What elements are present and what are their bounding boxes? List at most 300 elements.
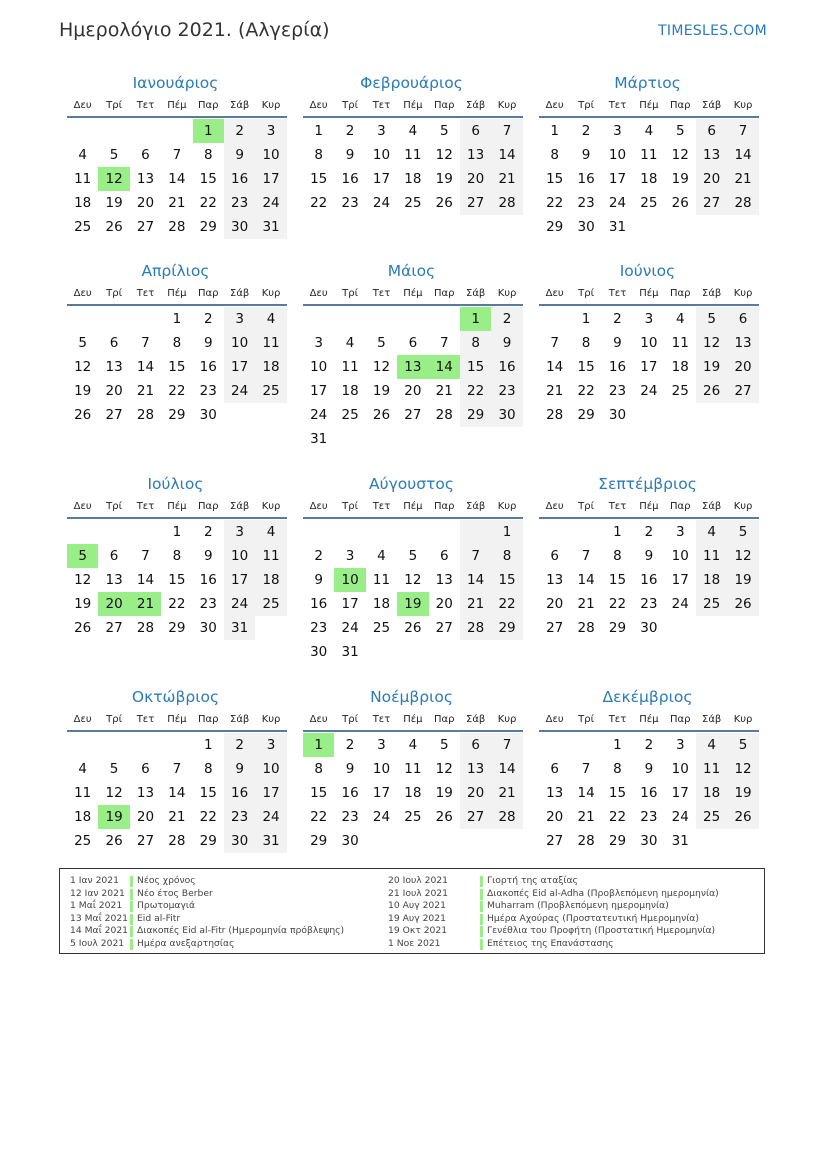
day-cell: 29	[577, 407, 595, 423]
day-cell: 26	[404, 620, 422, 636]
day-cell: 14	[168, 171, 186, 187]
weekday-header	[67, 96, 287, 118]
weekday-header	[303, 284, 523, 306]
day-cell: 22	[577, 383, 595, 399]
day-cell: 14	[136, 572, 155, 588]
day-cell: 2	[345, 123, 355, 139]
day-cell: 10	[255, 143, 286, 167]
legend-item	[388, 888, 758, 901]
day-cell: 17	[640, 359, 658, 375]
empty-day-cell	[460, 829, 491, 853]
day-cell: 2	[345, 737, 355, 753]
day-cell: 2	[314, 548, 323, 564]
weekday-header	[303, 710, 523, 732]
weekday-label: Δευ	[545, 714, 564, 725]
day-cell: 29	[168, 620, 186, 636]
empty-day-cell	[224, 403, 255, 427]
days-grid	[539, 733, 759, 853]
day-cell: 15	[608, 572, 627, 588]
empty-day-cell	[130, 520, 161, 544]
day-cell: 30	[199, 407, 217, 423]
day-cell: 1	[460, 307, 491, 331]
day-cell: 13	[460, 757, 491, 781]
day-cell: 18	[372, 596, 391, 612]
empty-day-cell	[696, 403, 727, 427]
day-cell: 16	[640, 785, 658, 801]
day-cell: 3	[255, 733, 286, 757]
day-cell: 28	[136, 620, 155, 636]
day-cell: 4	[408, 737, 418, 753]
day-cell: 4	[255, 307, 286, 331]
day-cell: 12	[74, 359, 92, 375]
day-cell: 10	[372, 761, 391, 777]
holiday-color-marker	[480, 914, 483, 925]
day-cell: 18	[696, 568, 727, 592]
legend-date: 10 Αυγ 2021	[388, 900, 446, 912]
empty-day-cell	[696, 829, 727, 853]
day-cell: 17	[255, 781, 286, 805]
day-cell: 24	[671, 809, 689, 825]
day-cell: 8	[314, 147, 323, 163]
weekday-header	[539, 284, 759, 306]
day-cell: 14	[460, 568, 491, 592]
days-grid	[539, 520, 759, 640]
weekday-label: Πέμ	[167, 100, 187, 111]
day-cell: 26	[74, 620, 92, 636]
day-cell: 6	[550, 761, 559, 777]
day-cell: 21	[168, 809, 186, 825]
empty-day-cell	[460, 520, 491, 544]
day-cell: 3	[224, 307, 255, 331]
legend-holiday-name: Γενέθλια του Προφήτη (Προστατική Ημερομηνία)	[487, 925, 716, 937]
day-cell: 29	[460, 403, 491, 427]
day-cell: 16	[577, 171, 595, 187]
day-cell: 20	[98, 592, 129, 616]
day-cell: 20	[136, 195, 155, 211]
day-cell: 27	[460, 191, 491, 215]
days-grid	[67, 733, 287, 853]
weekday-label: Πέμ	[639, 714, 659, 725]
day-cell: 13	[696, 143, 727, 167]
day-cell: 8	[172, 335, 182, 351]
weekday-label: Σάβ	[466, 501, 486, 512]
day-cell: 3	[377, 737, 386, 753]
day-cell: 19	[727, 781, 758, 805]
weekday-header	[67, 710, 287, 732]
day-cell: 6	[696, 119, 727, 143]
day-cell: 26	[372, 407, 391, 423]
day-cell: 18	[255, 355, 286, 379]
day-cell: 21	[577, 596, 595, 612]
day-cell: 24	[255, 805, 286, 829]
holiday-color-marker	[480, 939, 483, 950]
day-cell: 15	[460, 355, 491, 379]
day-cell: 18	[341, 383, 359, 399]
day-cell: 8	[581, 335, 591, 351]
weekday-label: Παρ	[434, 714, 455, 725]
day-cell: 6	[460, 119, 491, 143]
day-cell: 7	[491, 733, 522, 757]
day-cell: 6	[141, 761, 150, 777]
day-cell: 21	[460, 592, 491, 616]
day-cell: 3	[675, 737, 685, 753]
day-cell: 15	[168, 572, 186, 588]
day-cell: 15	[546, 171, 564, 187]
day-cell: 25	[404, 195, 422, 211]
holiday-color-marker	[130, 939, 133, 950]
weekday-label: Τετ	[136, 100, 155, 111]
weekday-label: Τρί	[578, 714, 594, 725]
weekday-label: Σάβ	[230, 100, 250, 111]
day-cell: 12	[435, 761, 453, 777]
empty-day-cell	[67, 119, 98, 143]
day-cell: 26	[435, 195, 453, 211]
weekday-label: Τρί	[342, 288, 358, 299]
weekday-label: Παρ	[198, 501, 219, 512]
day-cell: 29	[168, 407, 186, 423]
month-name: Μάρτιος	[614, 74, 681, 92]
legend-holiday-name: Ημέρα Αχούρας (Προστατευτική Ημερομηνία)	[487, 912, 699, 924]
day-cell: 28	[491, 191, 522, 215]
day-cell: 3	[377, 123, 386, 139]
legend-item	[388, 875, 758, 888]
day-cell: 30	[310, 644, 328, 660]
month-block	[67, 260, 287, 427]
days-grid	[303, 520, 523, 664]
days-grid	[539, 307, 759, 427]
day-cell: 4	[78, 761, 87, 777]
day-cell: 7	[581, 761, 591, 777]
day-cell: 8	[491, 544, 522, 568]
day-cell: 4	[644, 123, 654, 139]
weekday-label: Τρί	[342, 501, 358, 512]
day-cell: 12	[727, 757, 758, 781]
day-cell: 1	[581, 311, 591, 327]
day-cell: 12	[404, 572, 422, 588]
day-cell: 3	[675, 524, 685, 540]
day-cell: 30	[341, 833, 359, 849]
day-cell: 8	[203, 761, 213, 777]
day-cell: 16	[608, 359, 627, 375]
empty-day-cell	[696, 215, 727, 239]
weekday-label: Κυρ	[261, 100, 281, 111]
weekday-label: Παρ	[198, 714, 219, 725]
legend-date: 19 Αυγ 2021	[388, 912, 446, 924]
day-cell: 25	[74, 219, 92, 235]
empty-day-cell	[397, 520, 428, 544]
day-cell: 27	[136, 833, 155, 849]
day-cell: 4	[675, 311, 685, 327]
day-cell: 29	[310, 833, 328, 849]
month-block	[303, 473, 523, 664]
day-cell: 10	[640, 335, 658, 351]
weekday-label: Κυρ	[261, 288, 281, 299]
day-cell: 18	[404, 171, 422, 187]
empty-day-cell	[727, 616, 758, 640]
legend-item	[70, 900, 380, 913]
day-cell: 24	[608, 195, 627, 211]
day-cell: 25	[372, 620, 391, 636]
day-cell: 15	[199, 171, 217, 187]
day-cell: 24	[224, 592, 255, 616]
day-cell: 14	[136, 359, 155, 375]
weekday-label: Πέμ	[639, 501, 659, 512]
day-cell: 22	[168, 383, 186, 399]
day-cell: 20	[727, 355, 758, 379]
weekday-label: Κυρ	[733, 100, 753, 111]
weekday-label: Παρ	[670, 501, 691, 512]
empty-day-cell	[161, 119, 192, 143]
day-cell: 12	[727, 544, 758, 568]
weekday-label: Δευ	[545, 100, 564, 111]
day-cell: 20	[136, 809, 155, 825]
empty-day-cell	[366, 640, 397, 664]
day-cell: 3	[613, 123, 622, 139]
day-cell: 31	[341, 644, 359, 660]
day-cell: 23	[224, 805, 255, 829]
weekday-label: Τετ	[608, 501, 627, 512]
empty-day-cell	[334, 427, 365, 451]
day-cell: 29	[199, 833, 217, 849]
empty-day-cell	[429, 520, 460, 544]
empty-day-cell	[67, 520, 98, 544]
weekday-label: Τετ	[608, 714, 627, 725]
empty-day-cell	[696, 616, 727, 640]
weekday-label: Δευ	[545, 501, 564, 512]
day-cell: 20	[546, 809, 564, 825]
legend-holiday-name: Νέος χρόνος	[137, 875, 196, 886]
empty-day-cell	[161, 733, 192, 757]
day-cell: 27	[404, 407, 422, 423]
day-cell: 12	[671, 147, 689, 163]
day-cell: 15	[199, 785, 217, 801]
day-cell: 10	[671, 548, 689, 564]
day-cell: 4	[408, 123, 418, 139]
day-cell: 23	[640, 809, 658, 825]
day-cell: 6	[460, 733, 491, 757]
weekday-label: Δευ	[309, 100, 328, 111]
empty-day-cell	[334, 520, 365, 544]
day-cell: 30	[491, 403, 522, 427]
weekday-label: Δευ	[73, 100, 92, 111]
day-cell: 1	[303, 733, 334, 757]
month-name: Ιανουάριος	[132, 74, 219, 92]
day-cell: 23	[341, 195, 359, 211]
weekday-label: Τρί	[578, 501, 594, 512]
day-cell: 16	[224, 781, 255, 805]
day-cell: 11	[404, 761, 422, 777]
day-cell: 22	[608, 596, 627, 612]
weekday-label: Πέμ	[167, 501, 187, 512]
day-cell: 22	[491, 592, 522, 616]
day-cell: 19	[105, 195, 123, 211]
month-block	[67, 473, 287, 640]
weekday-label: Σάβ	[230, 288, 250, 299]
day-cell: 1	[193, 119, 224, 143]
day-cell: 18	[74, 809, 92, 825]
month-block	[539, 260, 759, 427]
day-cell: 24	[372, 809, 391, 825]
month-name: Απρίλιος	[141, 262, 210, 280]
day-cell: 15	[168, 359, 186, 375]
day-cell: 10	[224, 331, 255, 355]
legend-holiday-name: Διακοπές Eid al-Fitr (Ημερομηνία πρόβλεψης)	[137, 925, 345, 937]
weekday-label: Παρ	[434, 100, 455, 111]
weekday-label: Παρ	[198, 288, 219, 299]
day-cell: 26	[727, 805, 758, 829]
day-cell: 14	[577, 572, 595, 588]
day-cell: 5	[727, 520, 758, 544]
weekday-label: Πέμ	[403, 288, 423, 299]
day-cell: 2	[613, 311, 622, 327]
day-cell: 10	[255, 757, 286, 781]
day-cell: 17	[372, 785, 391, 801]
legend-column-left	[70, 875, 380, 951]
day-cell: 8	[613, 548, 622, 564]
day-cell: 28	[168, 219, 186, 235]
legend-holiday-name: Γιορτή της αταξίας	[487, 875, 578, 886]
weekday-label: Δευ	[309, 714, 328, 725]
day-cell: 25	[671, 383, 689, 399]
weekday-label: Τρί	[578, 100, 594, 111]
day-cell: 10	[671, 761, 689, 777]
day-cell: 19	[671, 171, 689, 187]
day-cell: 21	[727, 167, 758, 191]
day-cell: 30	[640, 833, 658, 849]
day-cell: 31	[224, 616, 255, 640]
empty-day-cell	[460, 640, 491, 664]
day-cell: 19	[98, 805, 129, 829]
day-cell: 15	[310, 785, 328, 801]
day-cell: 10	[608, 147, 627, 163]
day-cell: 9	[345, 147, 355, 163]
weekday-label: Τρί	[106, 714, 122, 725]
day-cell: 15	[491, 568, 522, 592]
day-cell: 27	[546, 620, 564, 636]
month-name: Μάιος	[387, 262, 436, 280]
weekday-label: Πέμ	[639, 100, 659, 111]
day-cell: 18	[74, 195, 92, 211]
day-cell: 8	[203, 147, 213, 163]
empty-day-cell	[130, 307, 161, 331]
day-cell: 28	[460, 616, 491, 640]
weekday-label: Δευ	[73, 288, 92, 299]
legend-date: 20 Ιουλ 2021	[388, 875, 448, 886]
empty-day-cell	[570, 520, 601, 544]
day-cell: 5	[675, 123, 685, 139]
day-cell: 25	[255, 379, 286, 403]
day-cell: 7	[491, 119, 522, 143]
empty-day-cell	[460, 427, 491, 451]
page-title: Ημερολόγιο 2021. (Αλγερία)	[59, 19, 330, 41]
day-cell: 11	[696, 757, 727, 781]
day-cell: 8	[613, 761, 622, 777]
weekday-label: Τετ	[608, 100, 627, 111]
day-cell: 11	[372, 572, 391, 588]
day-cell: 24	[310, 407, 328, 423]
day-cell: 1	[172, 524, 182, 540]
day-cell: 26	[74, 407, 92, 423]
day-cell: 9	[644, 548, 654, 564]
holiday-color-marker	[130, 914, 133, 925]
day-cell: 13	[546, 785, 564, 801]
empty-day-cell	[665, 616, 696, 640]
empty-day-cell	[366, 307, 397, 331]
day-cell: 23	[608, 383, 627, 399]
day-cell: 26	[727, 592, 758, 616]
day-cell: 28	[546, 407, 564, 423]
day-cell: 23	[199, 383, 217, 399]
day-cell: 15	[577, 359, 595, 375]
day-cell: 31	[255, 215, 286, 239]
month-name: Ιούνιος	[619, 262, 676, 280]
day-cell: 30	[640, 620, 658, 636]
day-cell: 27	[460, 805, 491, 829]
brand-link[interactable]: TIMESLES.COM	[658, 23, 767, 39]
day-cell: 16	[310, 596, 328, 612]
legend-item	[388, 900, 758, 913]
day-cell: 21	[491, 167, 522, 191]
day-cell: 2	[203, 311, 213, 327]
day-cell: 9	[345, 761, 355, 777]
day-cell: 21	[136, 383, 155, 399]
day-cell: 21	[546, 383, 564, 399]
day-cell: 13	[105, 359, 123, 375]
weekday-label: Παρ	[670, 100, 691, 111]
day-cell: 5	[439, 737, 449, 753]
day-cell: 19	[435, 171, 453, 187]
weekday-label: Τετ	[136, 714, 155, 725]
day-cell: 5	[109, 147, 119, 163]
day-cell: 19	[74, 596, 92, 612]
day-cell: 12	[435, 147, 453, 163]
day-cell: 29	[608, 620, 627, 636]
day-cell: 25	[640, 195, 658, 211]
day-cell: 14	[546, 359, 564, 375]
empty-day-cell	[397, 427, 428, 451]
weekday-label: Σάβ	[702, 714, 722, 725]
empty-day-cell	[491, 640, 522, 664]
day-cell: 27	[546, 833, 564, 849]
day-cell: 28	[577, 620, 595, 636]
legend-holiday-name: Muharram (Προβλεπόμενη ημερομηνία)	[487, 900, 669, 912]
weekday-label: Σάβ	[702, 100, 722, 111]
day-cell: 9	[203, 335, 213, 351]
weekday-label: Τρί	[106, 501, 122, 512]
day-cell: 5	[67, 544, 98, 568]
empty-day-cell	[130, 119, 161, 143]
day-cell: 19	[397, 592, 428, 616]
day-cell: 19	[372, 383, 391, 399]
day-cell: 25	[696, 805, 727, 829]
empty-day-cell	[429, 640, 460, 664]
day-cell: 23	[640, 596, 658, 612]
weekday-label: Τετ	[372, 100, 391, 111]
day-cell: 14	[491, 757, 522, 781]
day-cell: 22	[608, 809, 627, 825]
day-cell: 22	[546, 195, 564, 211]
day-cell: 2	[644, 524, 654, 540]
day-cell: 23	[577, 195, 595, 211]
day-cell: 7	[550, 335, 559, 351]
weekday-label: Τρί	[106, 100, 122, 111]
empty-day-cell	[255, 616, 286, 640]
empty-day-cell	[665, 215, 696, 239]
day-cell: 9	[613, 335, 622, 351]
day-cell: 17	[341, 596, 359, 612]
month-name: Δεκέμβριος	[602, 688, 693, 706]
day-cell: 10	[310, 359, 328, 375]
